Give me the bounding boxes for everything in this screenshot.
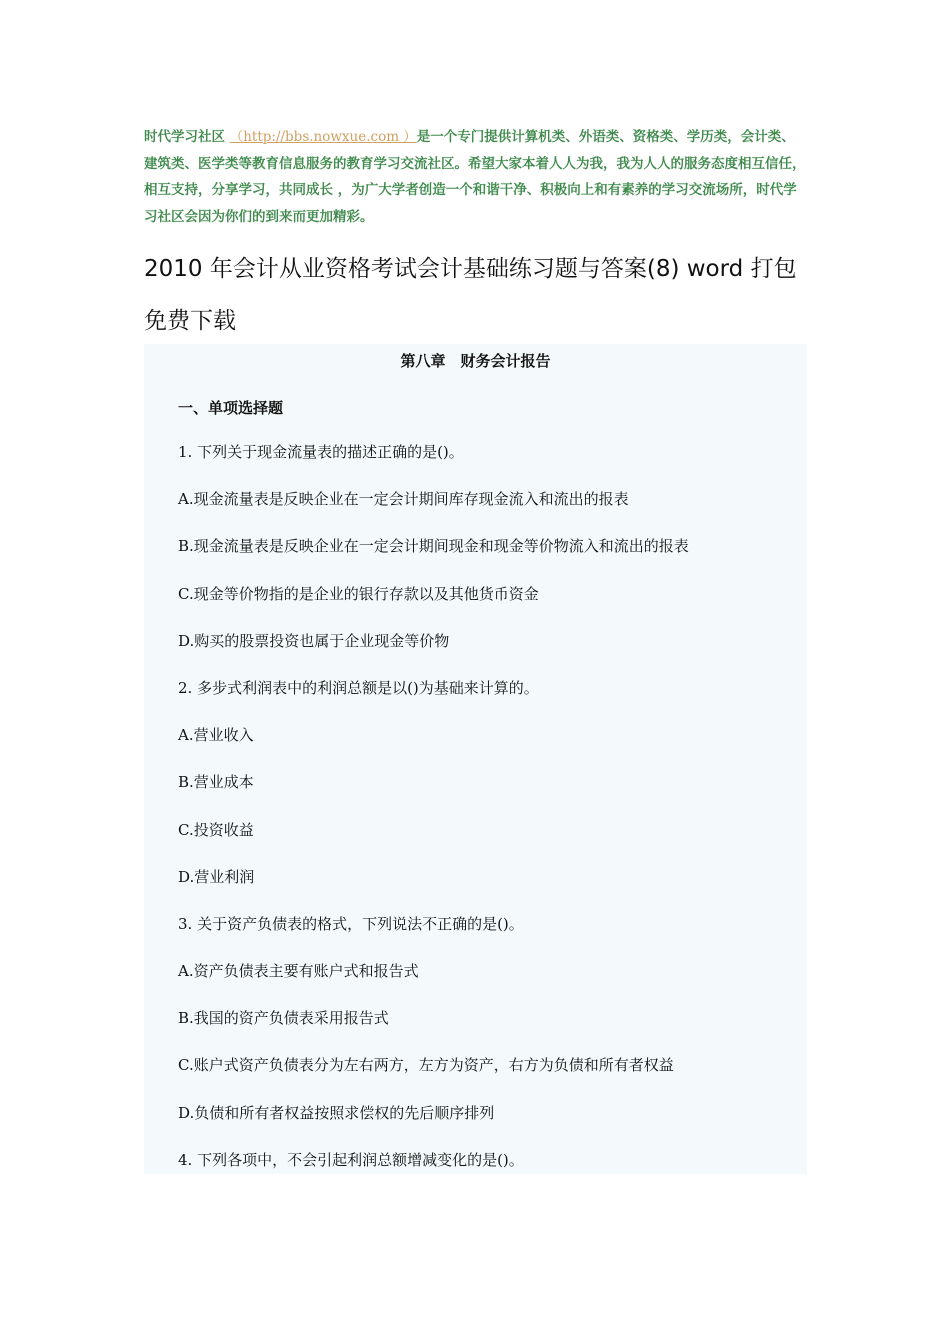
intro-paragraph: [144, 124, 808, 230]
option-line: B.营业成本: [178, 773, 254, 792]
option-line: D.购买的股票投资也属于企业现金等价物: [178, 631, 450, 650]
option-line: C.投资收益: [178, 820, 254, 839]
option-line: A.资产负债表主要有账户式和报告式: [178, 962, 419, 981]
question-line: 3. 关于资产负债表的格式，下列说法不正确的是()。: [178, 914, 524, 933]
question-line: 2. 多步式利润表中的利润总额是以()为基础来计算的。: [178, 678, 539, 697]
chapter-heading: 第八章 财务会计报告: [400, 352, 551, 370]
option-line: B.我国的资产负债表采用报告式: [178, 1009, 389, 1028]
option-line: A.现金流量表是反映企业在一定会计期间库存现金流入和流出的报表: [178, 490, 629, 509]
section-heading: 一、单项选择题: [178, 399, 284, 417]
site-url-link[interactable]: （http://bbs.nowxue.com ）: [229, 129, 417, 145]
option-line: A.营业收入: [178, 726, 254, 745]
intro-text: 是一个专门提供计算机类、外语类、资格类、学历类，会计类、建筑类、医学类等教育信息服务的教育学习交流社区。希望大家本着人人为我，我为人人的服务态度相互信任，相互支持，分享学习，共同成长 ，为广大学者创造一个和谐干净、积极向上和有素养的学习交流场所，时代学习社区会因为你们的到来而更加精彩。: [144, 129, 806, 225]
option-line: D.营业利润: [178, 867, 255, 886]
option-line: D.负债和所有者权益按照求偿权的先后顺序排列: [178, 1103, 495, 1122]
option-line: C.账户式资产负债表分为左右两方，左方为资产，右方为负债和所有者权益: [178, 1056, 674, 1075]
question-list: [178, 440, 798, 1195]
site-name-link[interactable]: 时代学习社区: [144, 129, 225, 145]
option-line: B.现金流量表是反映企业在一定会计期间现金和现金等价物流入和流出的报表: [178, 537, 689, 556]
option-line: C.现金等价物指的是企业的银行存款以及其他货币资金: [178, 584, 539, 603]
content-panel: [144, 344, 807, 1174]
question-line: 4. 下列各项中，不会引起利润总额增减变化的是()。: [178, 1150, 524, 1169]
question-line: 1. 下列关于现金流量表的描述正确的是()。: [178, 443, 464, 461]
document-title: 2010 年会计从业资格考试会计基础练习题与答案(8) word 打包免费下载: [144, 256, 797, 335]
